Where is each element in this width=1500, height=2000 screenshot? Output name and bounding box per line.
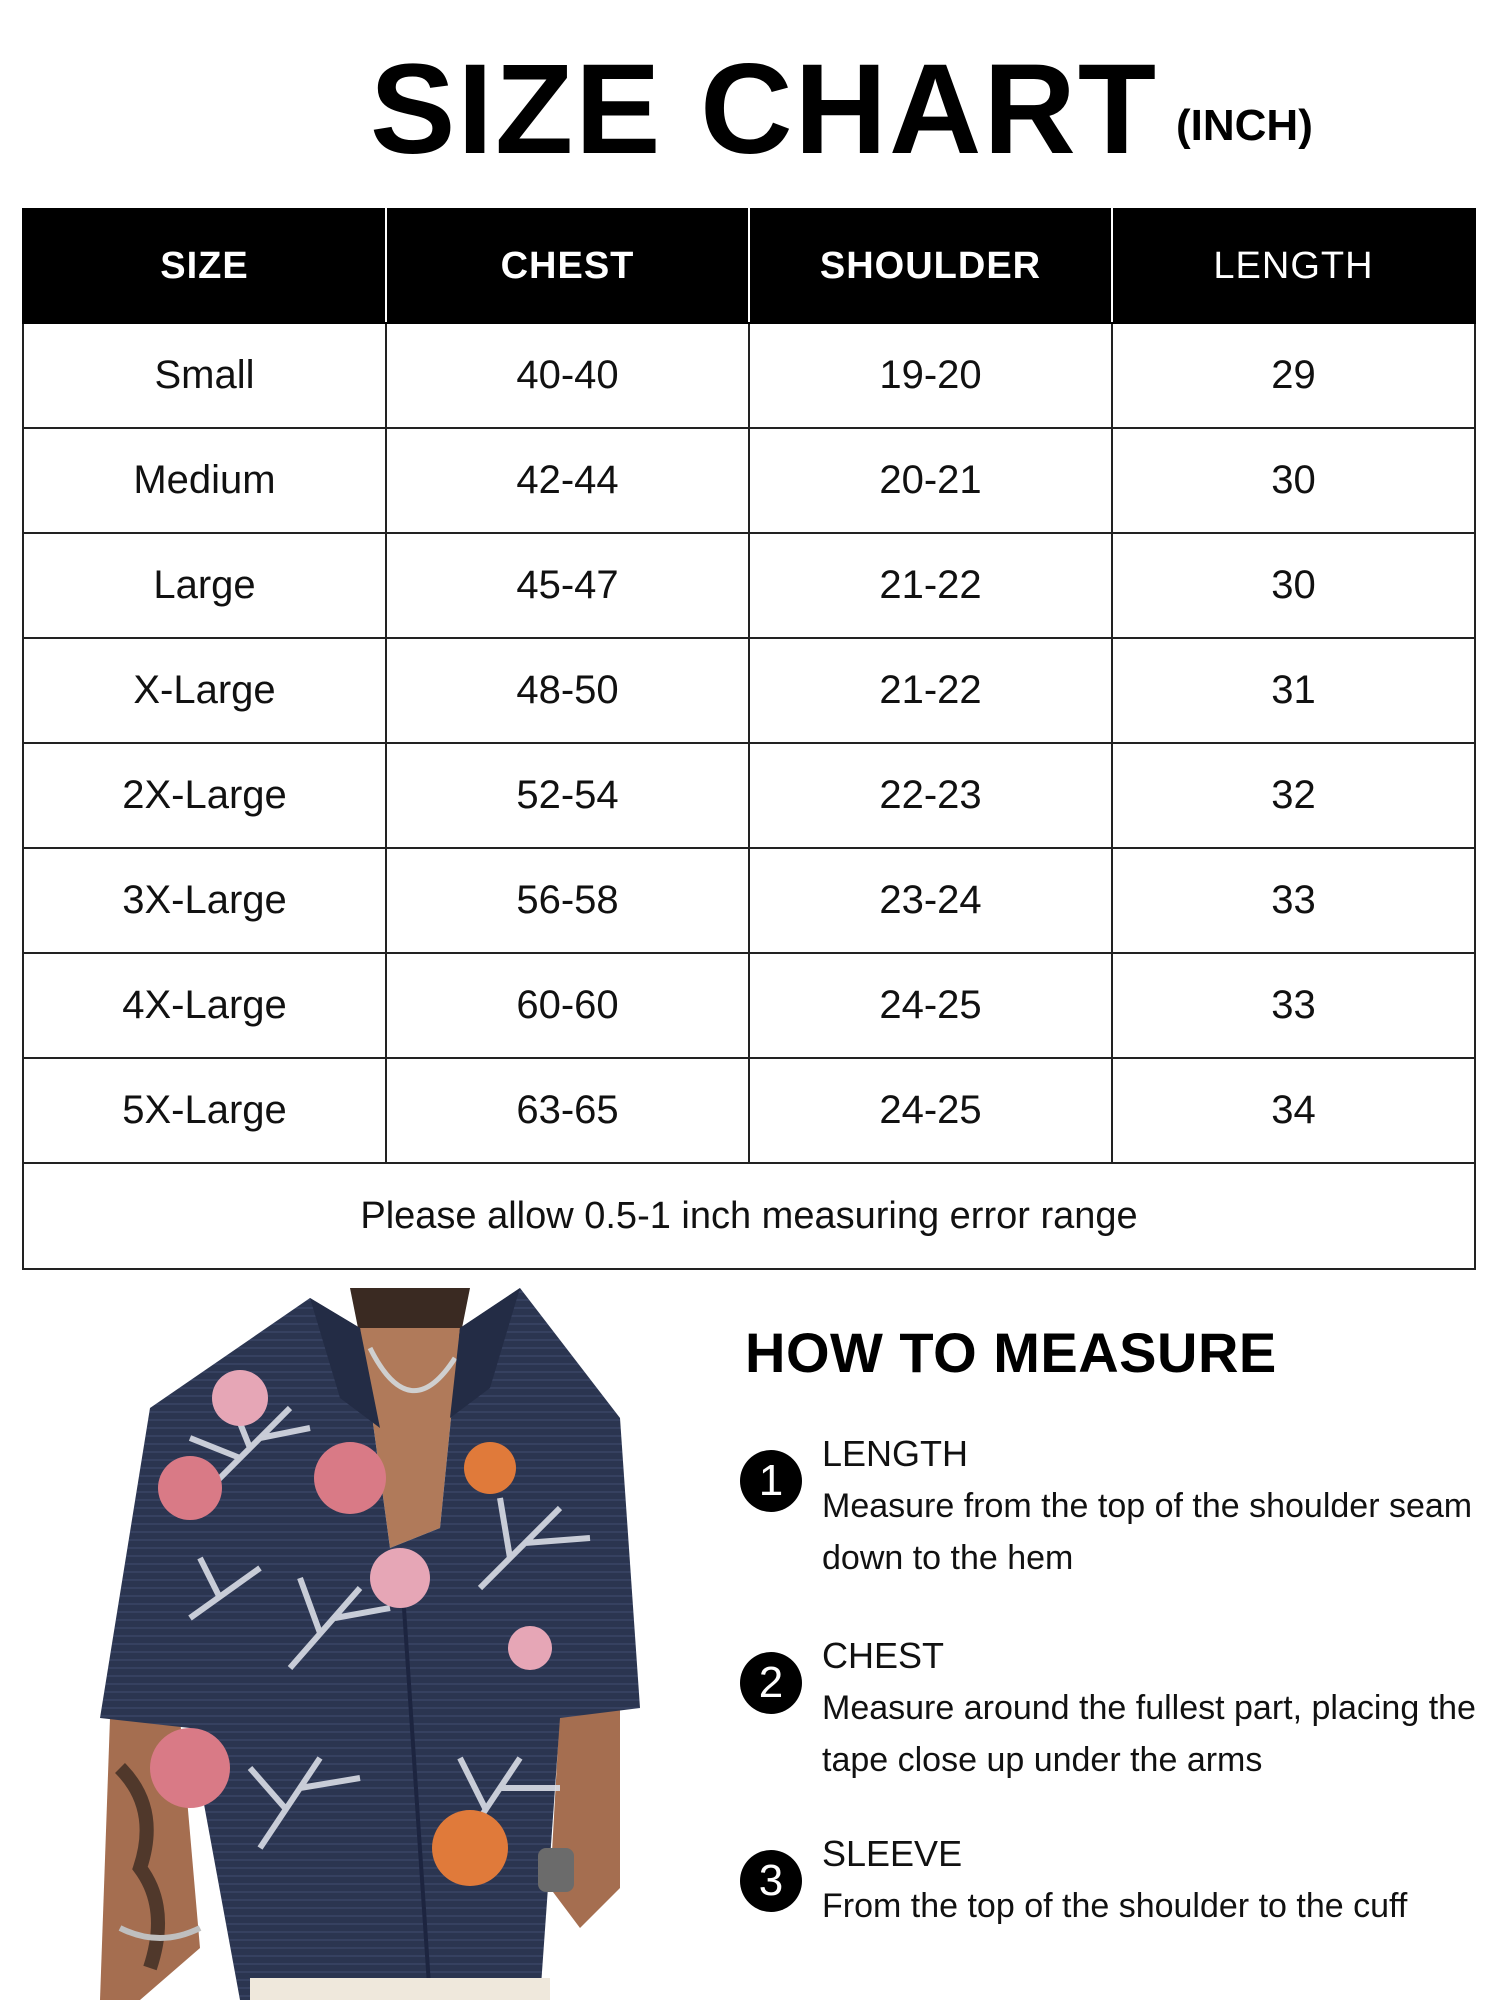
table-row [23, 1058, 1475, 1163]
note-row [23, 1163, 1475, 1269]
size-cell: 5X-Large [23, 1058, 386, 1163]
size-cell: Large [23, 533, 386, 638]
shoulder-cell: 24-25 [749, 953, 1112, 1058]
length-cell: 33 [1112, 953, 1475, 1058]
length-cell: 31 [1112, 638, 1475, 743]
step-description: Measure from the top of the shoulder seam down to the hem [822, 1487, 1473, 1577]
pants-shape [250, 1978, 550, 2000]
size-cell: Small [23, 323, 386, 428]
shoulder-cell: 21-22 [749, 533, 1112, 638]
unit-label: (INCH) [1176, 101, 1313, 150]
length-cell: 34 [1112, 1058, 1475, 1163]
length-cell: 30 [1112, 533, 1475, 638]
chest-cell: 56-58 [386, 848, 749, 953]
size-table [22, 208, 1476, 1270]
chest-cell: 63-65 [386, 1058, 749, 1163]
chest-cell: 42-44 [386, 428, 749, 533]
chest-cell: 45-47 [386, 533, 749, 638]
shoulder-cell: 19-20 [749, 323, 1112, 428]
title-area [0, 40, 1500, 180]
product-photo [60, 1288, 680, 2000]
step-label: LENGTH [822, 1433, 969, 1474]
chest-cell: 40-40 [386, 323, 749, 428]
length-cell: 30 [1112, 428, 1475, 533]
table-header-row [23, 209, 1475, 323]
size-cell: 4X-Large [23, 953, 386, 1058]
table-row [23, 533, 1475, 638]
step-number-badge: 3 [740, 1850, 802, 1912]
right-arm [550, 1708, 620, 1928]
step-label: CHEST [822, 1635, 945, 1676]
how-to-measure-title: HOW TO MEASURE [745, 1321, 1277, 1384]
table-row [23, 953, 1475, 1058]
step-number-badge: 1 [740, 1450, 802, 1512]
header-chest: CHEST [386, 209, 749, 323]
shoulder-cell: 22-23 [749, 743, 1112, 848]
measuring-note: Please allow 0.5-1 inch measuring error range [23, 1163, 1475, 1269]
table-row [23, 743, 1475, 848]
table-row [23, 323, 1475, 428]
header-shoulder: SHOULDER [749, 209, 1112, 323]
page-title: SIZE CHART [370, 38, 1158, 181]
header-size: SIZE [23, 209, 386, 323]
shoulder-cell: 23-24 [749, 848, 1112, 953]
shoulder-cell: 21-22 [749, 638, 1112, 743]
length-cell: 32 [1112, 743, 1475, 848]
shoulder-cell: 24-25 [749, 1058, 1112, 1163]
table-row [23, 638, 1475, 743]
size-cell: 2X-Large [23, 743, 386, 848]
step-number-badge: 2 [740, 1652, 802, 1714]
step-description: From the top of the shoulder to the cuff [822, 1887, 1408, 1925]
length-cell: 33 [1112, 848, 1475, 953]
step-label: SLEEVE [822, 1833, 963, 1874]
shirt-illustration [60, 1288, 680, 2000]
size-cell: 3X-Large [23, 848, 386, 953]
length-cell: 29 [1112, 323, 1475, 428]
chest-cell: 60-60 [386, 953, 749, 1058]
watch-shape [538, 1848, 574, 1892]
chest-cell: 48-50 [386, 638, 749, 743]
step-description: Measure around the fullest part, placing the tape close up under the arms [822, 1689, 1476, 1779]
chest-cell: 52-54 [386, 743, 749, 848]
shoulder-cell: 20-21 [749, 428, 1112, 533]
size-cell: Medium [23, 428, 386, 533]
table-row [23, 848, 1475, 953]
size-cell: X-Large [23, 638, 386, 743]
header-length: LENGTH [1112, 209, 1475, 323]
table-row [23, 428, 1475, 533]
